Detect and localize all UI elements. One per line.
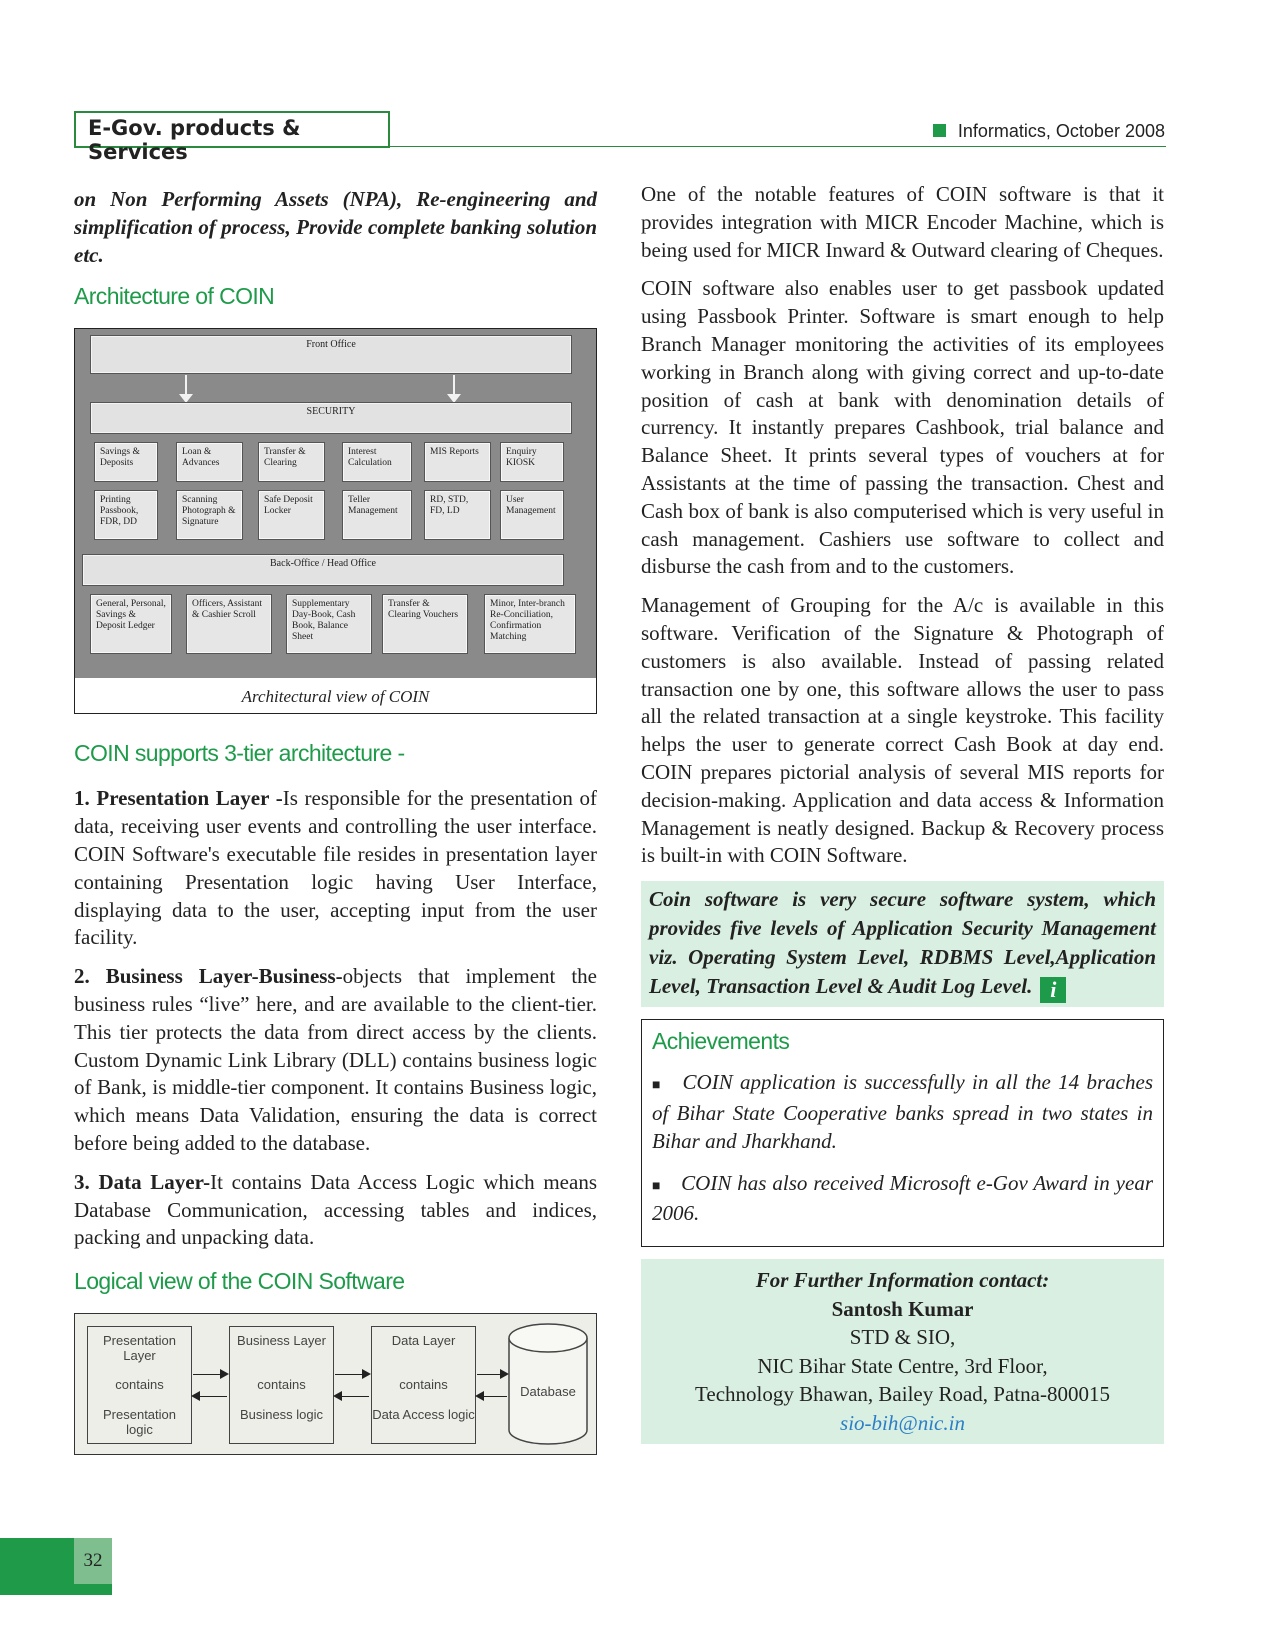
box-logic: Presentation logic [103,1407,176,1438]
box-logic: Data Access logic [372,1407,475,1423]
achievement-item [652,1069,1153,1155]
data-layer-box [371,1326,476,1444]
architecture-figure [74,328,597,714]
right-arrow-icon [193,1374,227,1375]
layer1-text: Is responsible for the presentation of data, receiving user events and controlling the user interface. COIN Software's executable file resides in presentation layer containing Presentation logic having User Interface, displaying data to the user, accepting input from the user facility. [74,786,597,950]
page-number: 32 [74,1538,112,1584]
security-callout [641,881,1164,1007]
module-box: Teller Management [343,491,411,539]
module-box: Scanning Photograph & Signature [177,491,242,539]
front-office-bar: Front Office [91,336,571,373]
achievements-title: Achievements [652,1028,790,1055]
achievement-item [652,1170,1153,1229]
box-contains: contains [257,1377,306,1393]
database-label: Database [520,1384,576,1400]
layer1-paragraph [74,785,597,952]
box-logic: Business logic [239,1407,324,1423]
layer2-paragraph [74,963,597,1158]
module-box: Printing Passbook, FDR, DD [95,491,157,539]
module-box: Transfer & Clearing [259,443,324,481]
contact-email-link[interactable]: sio-bih@nic.in [840,1410,965,1435]
square-bullet-icon: ■ [652,1178,662,1194]
figure-caption: Architectural view of COIN [241,687,430,707]
left-arrow-icon [335,1396,369,1397]
layer3-label: 3. Data Layer- [74,1169,211,1194]
heading-logical-view: Logical view of the COIN Software [74,1268,405,1295]
down-arrow-icon [185,375,187,395]
box-title: Data Layer [391,1333,456,1349]
module-box: Transfer & Clearing Vouchers [383,595,467,653]
architecture-diagram [75,329,596,678]
micr-paragraph: One of the notable features of COIN software is that it provides integration with MICR Encoder Machine, which is being used for MICR Inward & Outward clearing of Cheques. [641,182,1164,262]
contact-designation: STD & SIO, [849,1325,956,1350]
box-contains: contains [399,1377,448,1393]
presentation-layer-box [87,1326,192,1444]
right-column [641,181,1164,1444]
layer2-label: 2. Business Layer-Business- [74,964,343,989]
module-box: Minor, Inter-branch Re-Conciliation, Confirmation Matching [485,595,575,653]
module-box: Savings & Deposits [95,443,157,481]
module-box: Officers, Assistant & Cashier Scroll [187,595,271,653]
layer2-text: objects that implement the business rules “live” here, and are available to the client-tier. This tier protects the data from direct access by the clients. Custom Dynamic Link Library (DLL) contains business logic of Bank, is middle-tier component. It contains Business logic, which means Data Validation, ensuring the data is correct before being added to the database. [74,964,597,1155]
intro-paragraph: on Non Performing Assets (NPA), Re-engineering and simplification of process, Provide complete banking solution etc. [74,187,597,267]
security-note-text: Coin software is very secure software system, which provides five levels of Application Security Management viz. Operating System Level, RDBMS Level,Application Level, Transaction Level & Audit Log Level. [649,887,1156,999]
module-box: Interest Calculation [343,443,411,481]
footer-strip [74,1584,112,1595]
left-arrow-icon [193,1396,227,1397]
box-title: Business Layer [237,1333,326,1349]
header-rule [388,146,1166,147]
contact-name: Santosh Kumar [831,1296,974,1321]
security-bar: SECURITY [91,403,571,433]
logical-view-diagram [74,1313,597,1455]
database-cylinder-icon [507,1322,589,1448]
layer3-paragraph [74,1169,597,1252]
achievement-text: COIN has also received Microsoft e-Gov Award in year 2006. [652,1170,1153,1226]
square-bullet-icon: ■ [652,1078,663,1094]
left-column [74,186,597,1455]
box-title: Presentation Layer [103,1333,176,1364]
layer3-text: It contains Data Access Logic which means Database Communication, accessing tables and indices, packing and unpacking data. [74,1169,597,1250]
module-box: Enquiry KIOSK [501,443,563,481]
grouping-paragraph: Management of Grouping for the A/c is available in this software. Verification of the Signature & Photograph of customers is also available. Instead of passing related transaction one by one, this software allows the user to pass all the related transaction at a single keystroke. This facility helps the user to generate correct Cash Book at day end. COIN prepares pictorial analysis of several MIS reports for decision-making. Application and data access & Information Management is neatly designed. Backup & Recovery process is built-in with COIN Software. [641,593,1164,868]
left-arrow-icon [477,1396,507,1397]
contact-address-1: NIC Bihar State Centre, 3rd Floor, [757,1353,1048,1378]
section-title: E-Gov. products & Services [74,111,390,148]
right-arrow-icon [477,1374,507,1375]
contact-title: For Further Information contact: [755,1268,1050,1293]
heading-architecture: Architecture of COIN [74,283,275,310]
module-box: Safe Deposit Locker [259,491,324,539]
box-contains: contains [115,1377,164,1393]
right-arrow-icon [335,1374,369,1375]
square-bullet-icon [933,124,946,137]
module-box: MIS Reports [425,443,490,481]
module-box: General, Personal, Savings & Deposit Ledger [91,595,171,653]
passbook-paragraph: COIN software also enables user to get passbook updated using Passbook Printer. Software is smart enough to help Branch Manager monitoring the activities of its employees working in Branch along with giving correct and up-to-date position of cash at bank with denomination details of currency. It instantly prepares Cashbook, trial balance and Balance Sheet. It prints several types of vouchers at for Assistants at the time of passing the transaction. Chest and Cash box of bank is also computerised which is very useful in cash management. Cashiers use software to collect and disburse the cash from and to the customers. [641,276,1164,579]
achievement-text: COIN application is successfully in all the 14 braches of Bihar State Cooperative banks spread in two states in Bihar and Jharkhand. [652,1070,1153,1153]
publication-label [933,121,1165,142]
module-box: Loan & Advances [177,443,242,481]
business-layer-box [229,1326,334,1444]
layer1-label: 1. Presentation Layer - [74,786,283,811]
contact-address-2: Technology Bhawan, Bailey Road, Patna-800015 [695,1382,1110,1407]
info-icon: i [1040,977,1066,1003]
security-note [649,885,1156,1003]
down-arrow-icon [453,375,455,395]
module-box: User Management [501,491,563,539]
publication-text: Informatics, October 2008 [957,121,1165,141]
contact-box [641,1259,1164,1444]
heading-three-tier: COIN supports 3-tier architecture - [74,740,405,767]
module-box: Supplementary Day-Book, Cash Book, Balance Sheet [287,595,371,653]
achievements-box [641,1019,1164,1247]
back-office-bar: Back-Office / Head Office [83,555,563,585]
module-box: RD, STD, FD, LD [425,491,490,539]
